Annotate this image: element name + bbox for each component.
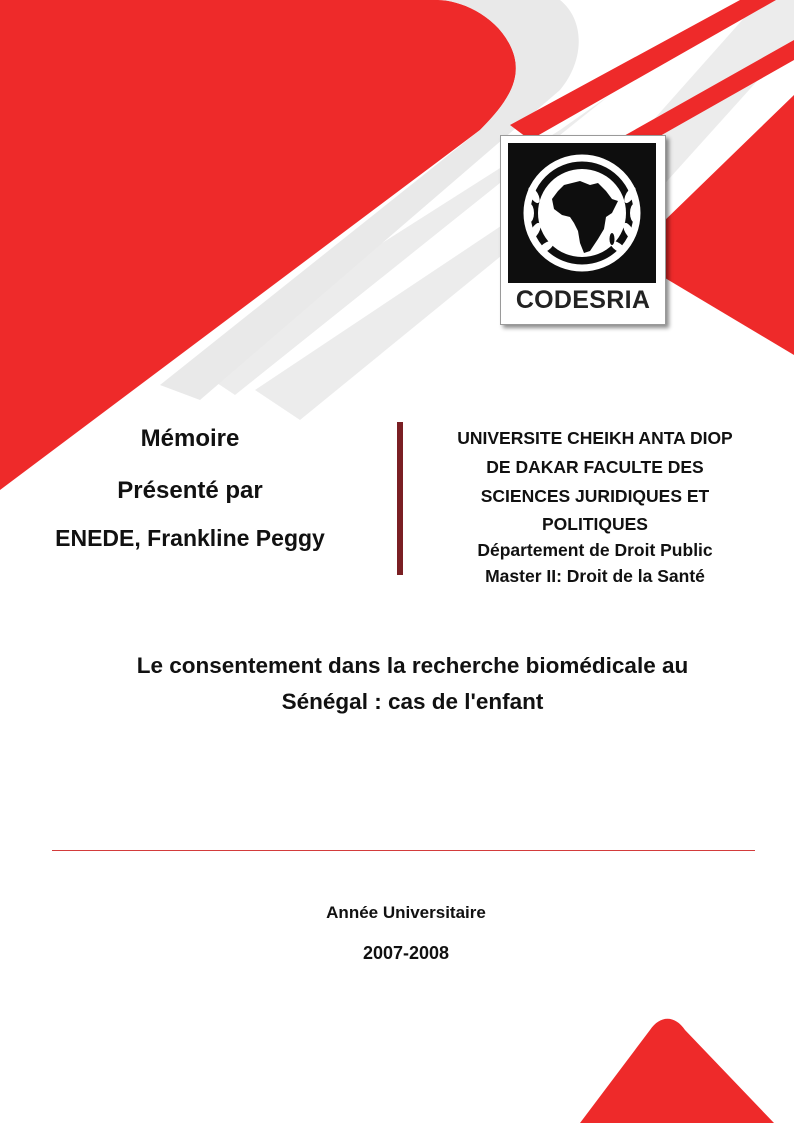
thesis-title-line-2: Sénégal : cas de l'enfant (281, 689, 544, 714)
academic-year-label: Année Universitaire (326, 903, 486, 922)
document-type: Mémoire (140, 425, 240, 452)
academic-year-value: 2007-2008 (362, 943, 450, 963)
institution-block (410, 424, 780, 589)
bottom-red-triangle (580, 1019, 774, 1123)
presented-by-label: Présenté par (117, 477, 263, 504)
logo-wordmark: CODESRIA (515, 286, 651, 314)
top-left-red-shape (0, 0, 516, 490)
vertical-divider (397, 422, 403, 575)
institution-line-2: DE DAKAR FACULTE DES (486, 457, 704, 477)
institution-line-3: SCIENCES JURIDIQUES ET (480, 486, 710, 506)
author-name: ENEDE, Frankline Peggy (55, 525, 325, 551)
horizontal-rule (52, 850, 755, 851)
thesis-title-line-1: Le consentement dans la recherche biomédicale au (136, 653, 689, 678)
department-name: Département de Droit Public (477, 540, 713, 560)
institution-line-4: POLITIQUES (542, 514, 648, 534)
codesria-logo (500, 135, 666, 325)
africa-wreath-icon (508, 143, 656, 283)
program-name: Master II: Droit de la Santé (485, 566, 705, 586)
thesis-title (40, 648, 785, 720)
logo-emblem-box (508, 143, 656, 283)
institution-line-1: UNIVERSITE CHEIKH ANTA DIOP (457, 428, 733, 448)
